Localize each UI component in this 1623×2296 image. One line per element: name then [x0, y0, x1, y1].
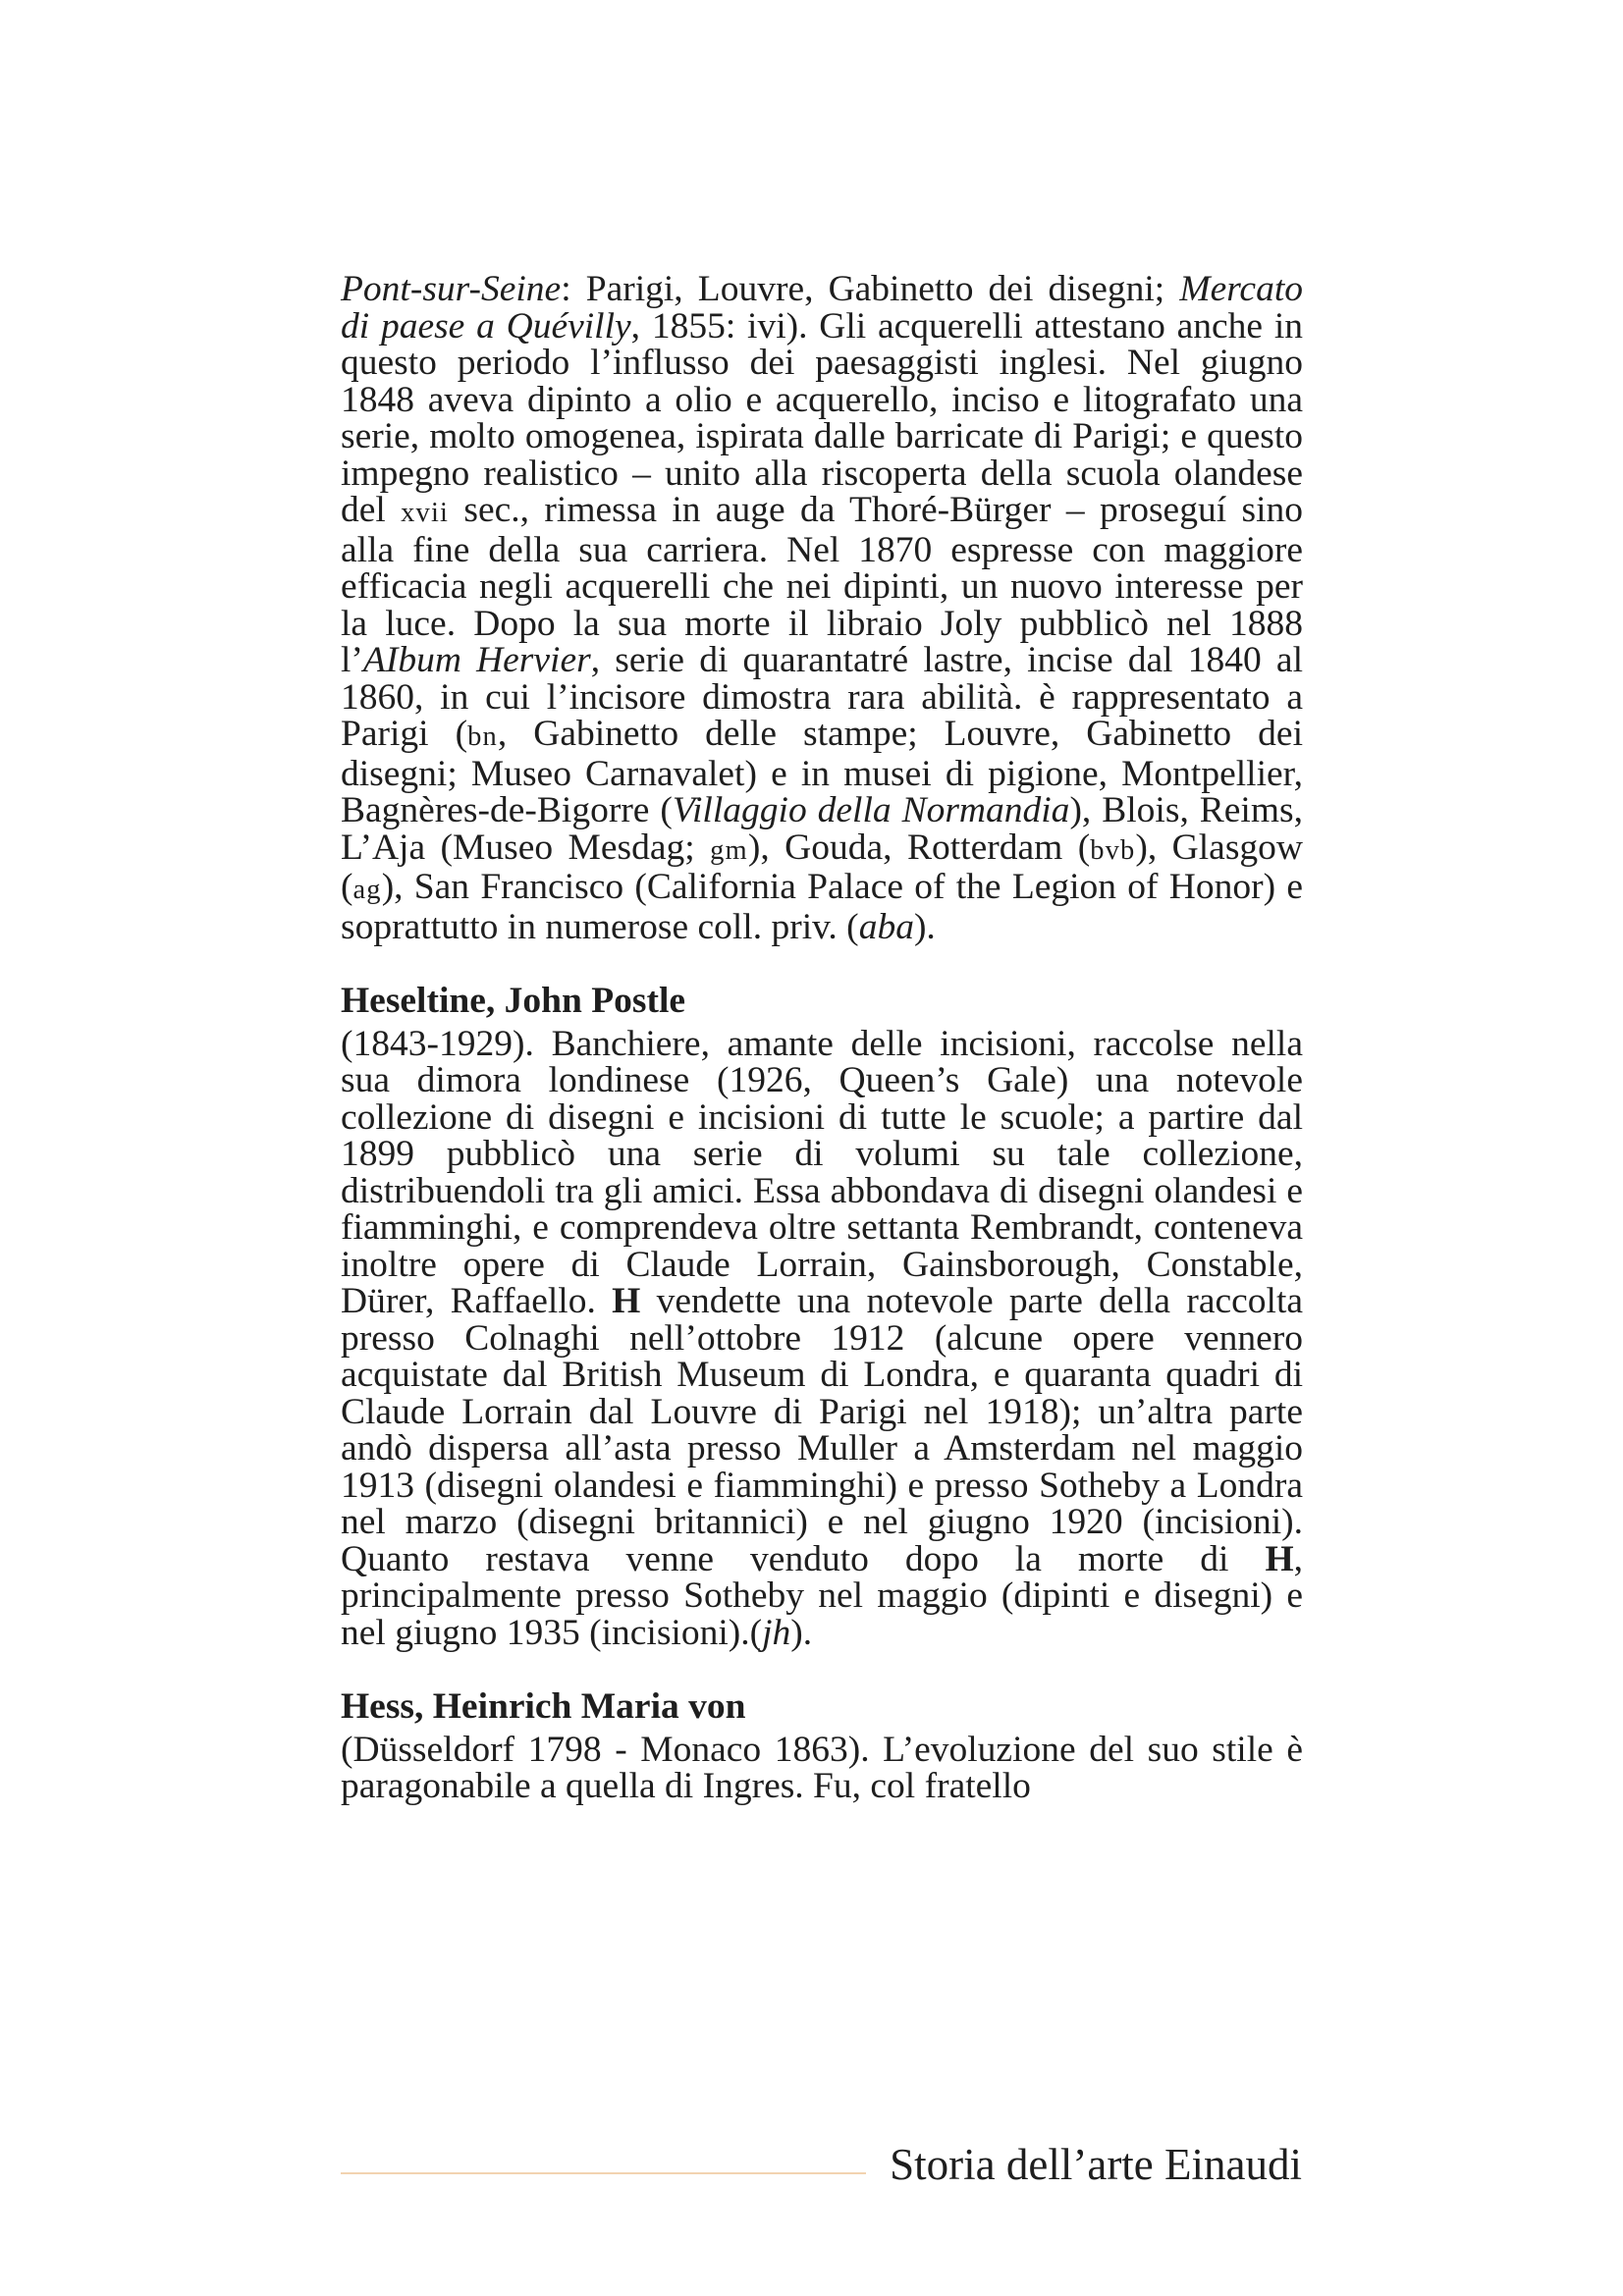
- bold-initial: H: [1265, 1538, 1294, 1579]
- text-run: vendette una notevole parte della raccolta presso Colnaghi nell’ottobre 1912 (alcune opere vennero acquistate dal British Museum di Londra, e quaranta quadri di Claude Lorrain dal Louvre di Parigi nel 1918); un’altra parte andò dispersa all’asta presso Muller a Amsterdam nel maggio 1913 (disegni olandesi e fiamminghi) e presso Sotheby a Londra nel marzo (disegni britannici) e nel giugno 1920 (incisioni). Quanto restava venne venduto dopo la morte di: [341, 1281, 1304, 1579]
- text-run: , serie di quarantatré lastre, incise dal 1840 al 1860, in cui l’incisore dimostra rara abilità. è rappresentato a Parigi (: [341, 640, 1303, 754]
- author-initials: aba: [858, 906, 914, 947]
- text-run: (Düsseldorf 1798 - Monaco 1863). L’evoluzione del suo stile è paragonabile a quella di Ingres. Fu, col fratello: [341, 1729, 1303, 1806]
- author-initials: jh: [762, 1612, 791, 1653]
- text-run: ).: [913, 906, 936, 947]
- small-caps-abbrev: gm: [710, 834, 748, 866]
- text-run: ), Blois, Reims, L’Aja (Museo Mesdag;: [341, 790, 1303, 868]
- entry-hervier-text: [341, 271, 1303, 945]
- text-run: ), San Francisco (California Palace of the Legion of Honor) e soprattutto in numerose coll. priv. (: [341, 867, 1303, 947]
- italic-title: AIbum Hervier: [362, 640, 591, 680]
- small-caps-abbrev: ag: [352, 875, 382, 905]
- small-caps-century: xvii: [401, 498, 450, 528]
- footer-rule: [341, 2172, 866, 2174]
- small-caps-abbrev: bvb: [1090, 834, 1136, 866]
- text-run: : Parigi, Louvre, Gabinetto dei disegni;: [561, 269, 1180, 309]
- text-run: (1843-1929). Banchiere, amante delle incisioni, raccolse nella sua dimora londinese (1926, Queen’s Gale) una notevole collezione di disegni e incisioni di tutte le scuole; a partire dal 1899 pubblicò una serie di volumi su tale collezione, distribuendoli tra gli amici. Essa abbondava di disegni olandesi e fiamminghi, e comprendeva oltre settanta Rembrandt, conteneva inoltre opere di Claude Lorrain, Gainsborough, Constable, Dürer, Raffaello.: [341, 1023, 1303, 1321]
- entry-heading-heseltine: Heseltine, John Postle: [341, 981, 686, 1021]
- text-run: ).: [790, 1612, 813, 1653]
- entry-hess-text: [341, 1729, 1303, 1806]
- text-run: , Gabinetto delle stampe; Louvre, Gabinetto dei disegni; Museo Carnavalet) e in musei di pigione, Montpellier, Bagnères-de-Bigorre (: [341, 714, 1303, 830]
- small-caps-abbrev: bn: [467, 721, 498, 752]
- italic-title: Mercato di paese a Quévilly: [341, 269, 1303, 347]
- text-run: , principalmente presso Sotheby nel maggio (dipinti e disegni) e nel giugno 1935 (incisioni).(: [341, 1538, 1303, 1653]
- text-run: sec., rimessa in auge da Thoré-Bürger – proseguí sino alla fine della sua carriera. Nel 1870 espresse con maggiore efficacia negli acquerelli che nei dipinti, un nuovo interesse per la luce. Dopo la sua morte il libraio Joly pubblicò nel 1888 l’: [341, 490, 1303, 680]
- text-run: ), Glasgow (: [341, 827, 1304, 907]
- italic-title: Pont-sur-Seine: [341, 269, 562, 309]
- entry-heseltine-text: [341, 1023, 1304, 1653]
- entry-heading-hess: Hess, Heinrich Maria von: [341, 1686, 746, 1727]
- text-run: , 1855: ivi). Gli acquerelli attestano anche in questo periodo l’influsso dei paesaggisti inglesi. Nel giugno 1848 aveva dipinto a olio e acquerello, inciso e litografato una serie, molto omogenea, ispirata dalle barricate di Parigi; e questo impegno realistico – unito alla riscoperta della scuola olandese del: [341, 305, 1303, 530]
- text-run: ), Gouda, Rotterdam (: [747, 827, 1091, 868]
- footer-title: Storia dell’arte Einaudi: [890, 2140, 1302, 2189]
- italic-title: Villaggio della Normandia: [672, 790, 1070, 830]
- page-body: [341, 271, 1303, 1805]
- bold-initial: H: [612, 1281, 641, 1321]
